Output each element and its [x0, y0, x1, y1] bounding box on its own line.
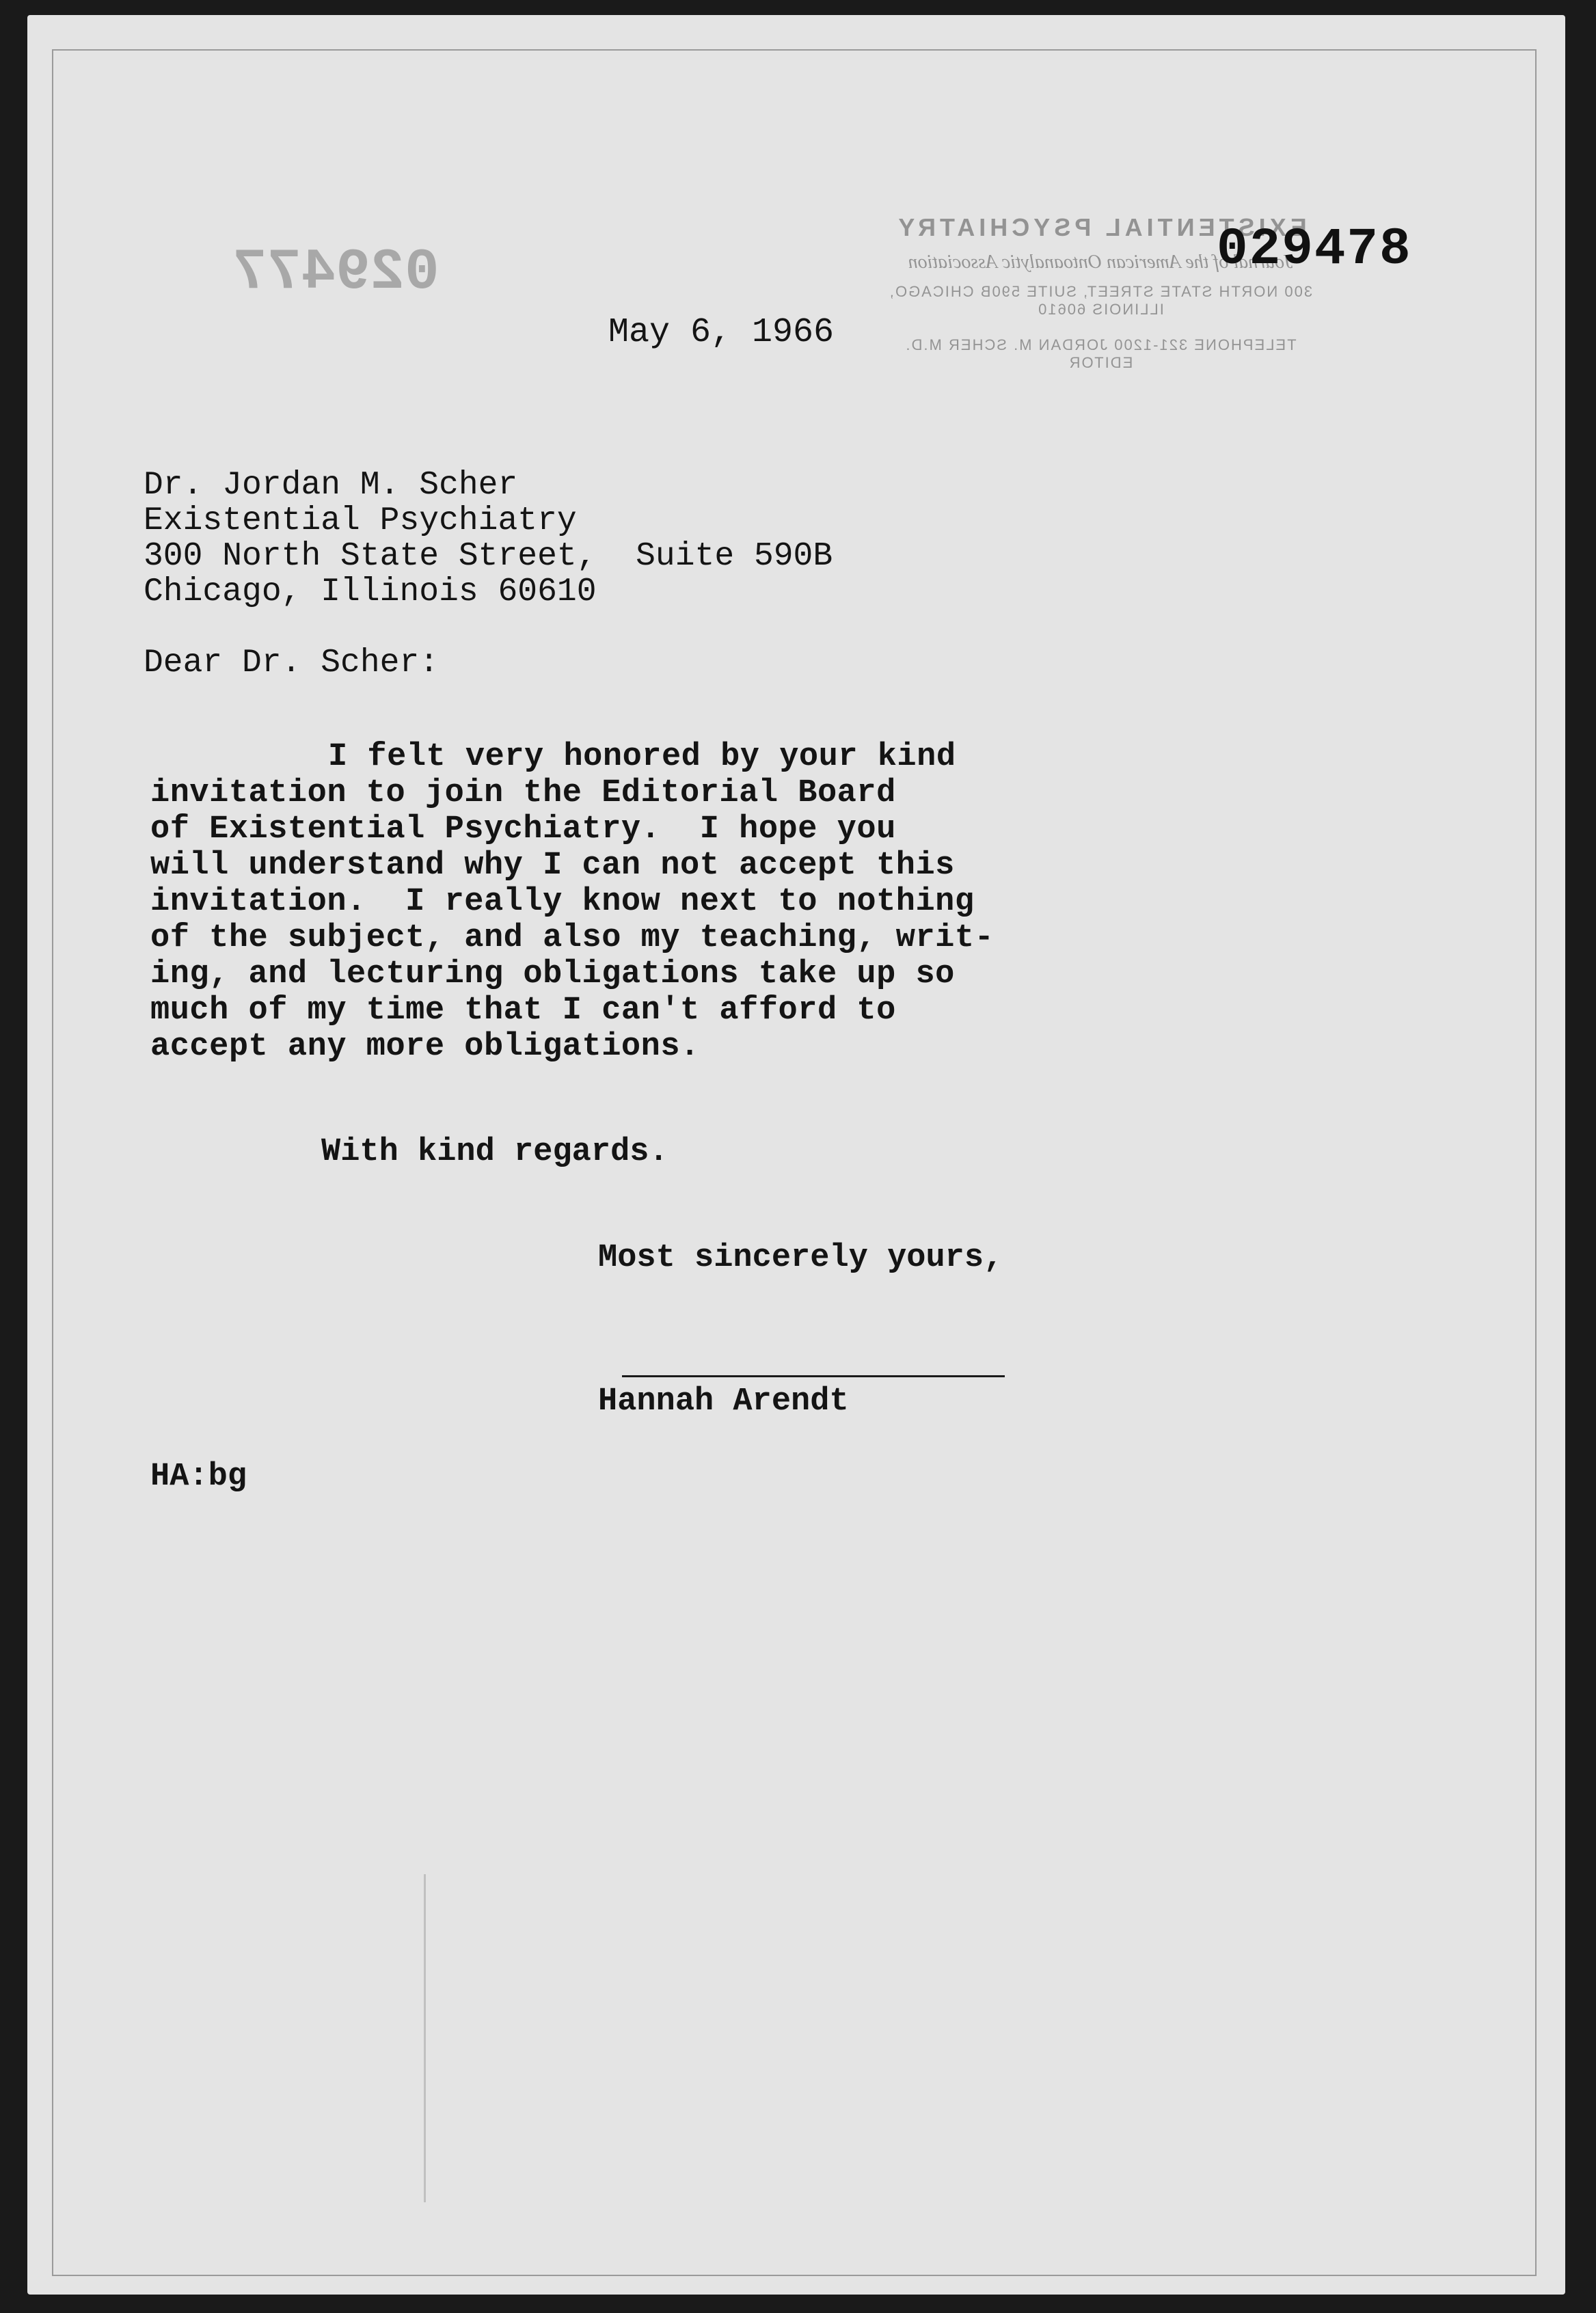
scanned-letter-page — [27, 15, 1565, 2295]
letterhead-title: EXISTENTIAL PSYCHIATRY — [894, 213, 1307, 241]
letterhead-contact: TELEPHONE 321-1200 JORDAN M. SCHER M.D. EDITOR — [904, 336, 1297, 371]
letter-date: May 6, 1966 — [608, 313, 835, 352]
body-line: ing, and lecturing obligations take up so — [150, 956, 955, 992]
signature-rule — [622, 1375, 1005, 1377]
recipient-name: Dr. Jordan M. Scher — [144, 467, 518, 504]
recipient-city: Chicago, Illinois 60610 — [144, 573, 597, 610]
body-line: will understand why I can not accept this — [150, 848, 955, 884]
document-number: 029478 — [1217, 220, 1412, 279]
body-line: I felt very honored by your kind — [328, 739, 956, 775]
letterhead-subtitle: Journal of the American Ontoanalytic Association — [908, 252, 1293, 273]
regards-line: With kind regards. — [321, 1134, 668, 1170]
body-line: accept any more obligations. — [150, 1029, 700, 1065]
body-line: invitation. I really know next to nothing — [150, 884, 975, 920]
body-line: much of my time that I can't afford to — [150, 992, 896, 1029]
letterhead-address: 300 NORTH STATE STREET, SUITE 590B CHICAGO, ILLINOIS 60610 — [888, 283, 1313, 318]
salutation: Dear Dr. Scher: — [144, 645, 439, 681]
page-border — [52, 49, 1537, 2276]
margin-mark — [424, 1874, 426, 2202]
body-line: invitation to join the Editorial Board — [150, 775, 896, 811]
body-line: of the subject, and also my teaching, writ- — [150, 920, 995, 956]
bleed-through-number: 029477 — [232, 241, 439, 306]
recipient-street: 300 North State Street, Suite 590B — [144, 538, 833, 575]
recipient-organization: Existential Psychiatry — [144, 502, 577, 539]
body-line: of Existential Psychiatry. I hope you — [150, 811, 896, 848]
complimentary-close: Most sincerely yours, — [598, 1240, 1003, 1276]
reference-initials: HA:bg — [150, 1459, 247, 1495]
signature-name: Hannah Arendt — [598, 1383, 849, 1420]
